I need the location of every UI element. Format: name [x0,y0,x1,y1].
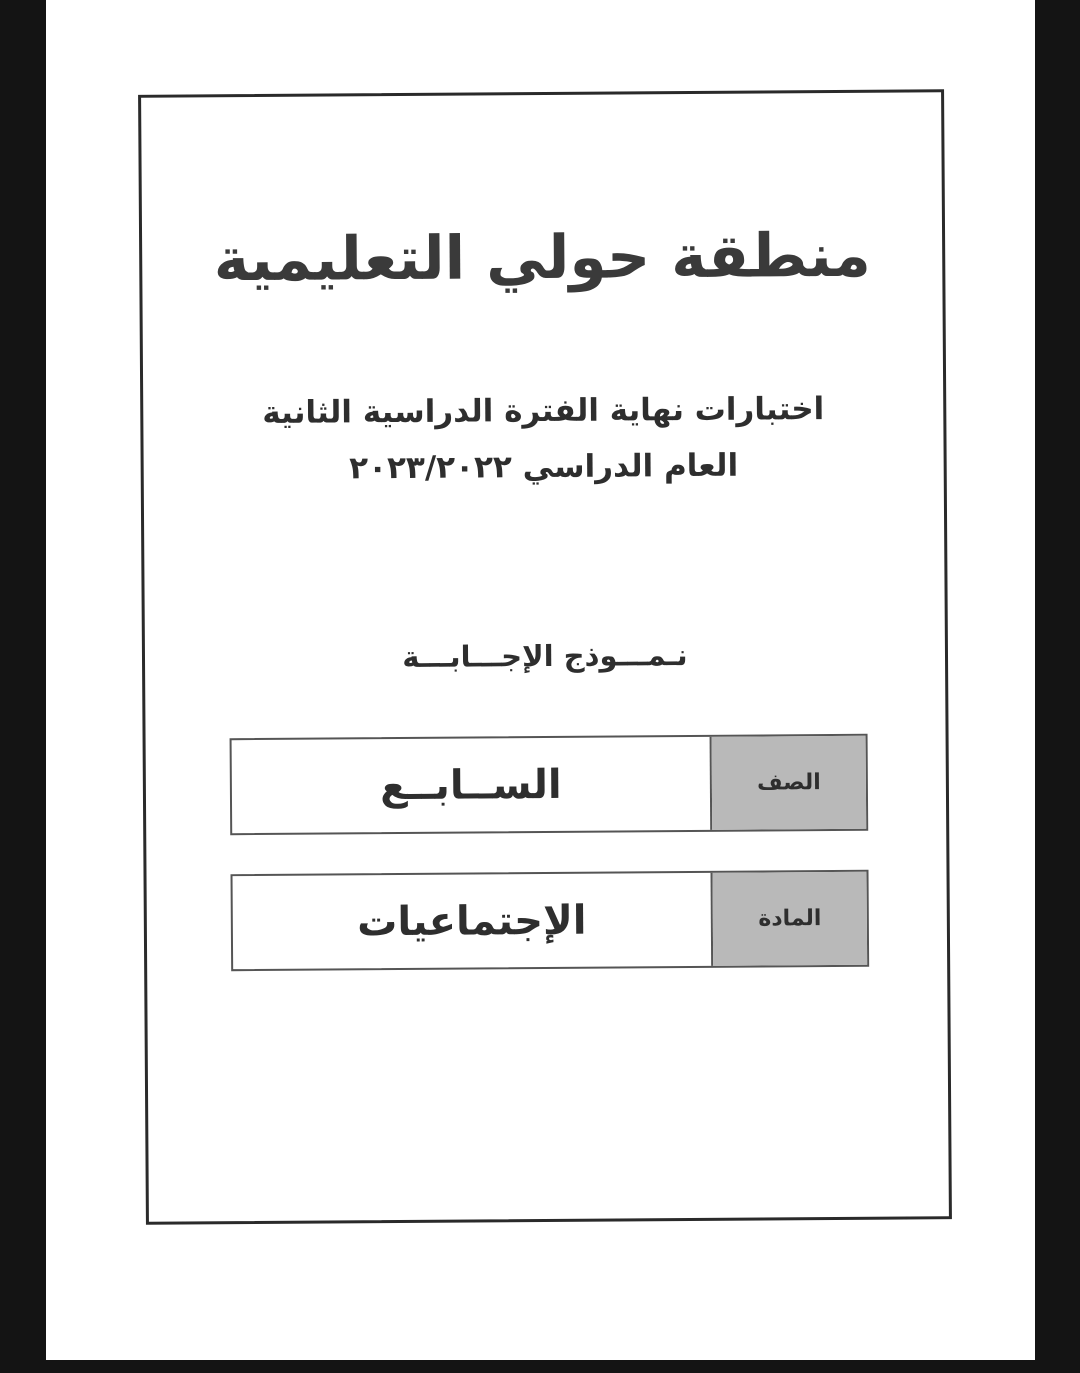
subject-row [231,870,870,971]
grade-row [230,734,869,835]
academic-year: العام الدراسي ٢٠٢٣/٢٠٢٢ [349,447,739,487]
document-page [46,0,1035,1360]
exam-title: اختبارات نهاية الفترة الدراسية الثانية [262,391,825,431]
page-border-frame [138,89,952,1225]
subject-label: المادة [713,872,868,966]
grade-label: الصف [712,736,867,830]
subject-value: الإجتماعيات [233,873,714,969]
answer-model-heading: نـمـــوذج الإجـــابـــة [402,638,688,674]
district-title: منطقة حولي التعليمية [213,220,871,296]
grade-value: الســابــع [232,737,713,833]
